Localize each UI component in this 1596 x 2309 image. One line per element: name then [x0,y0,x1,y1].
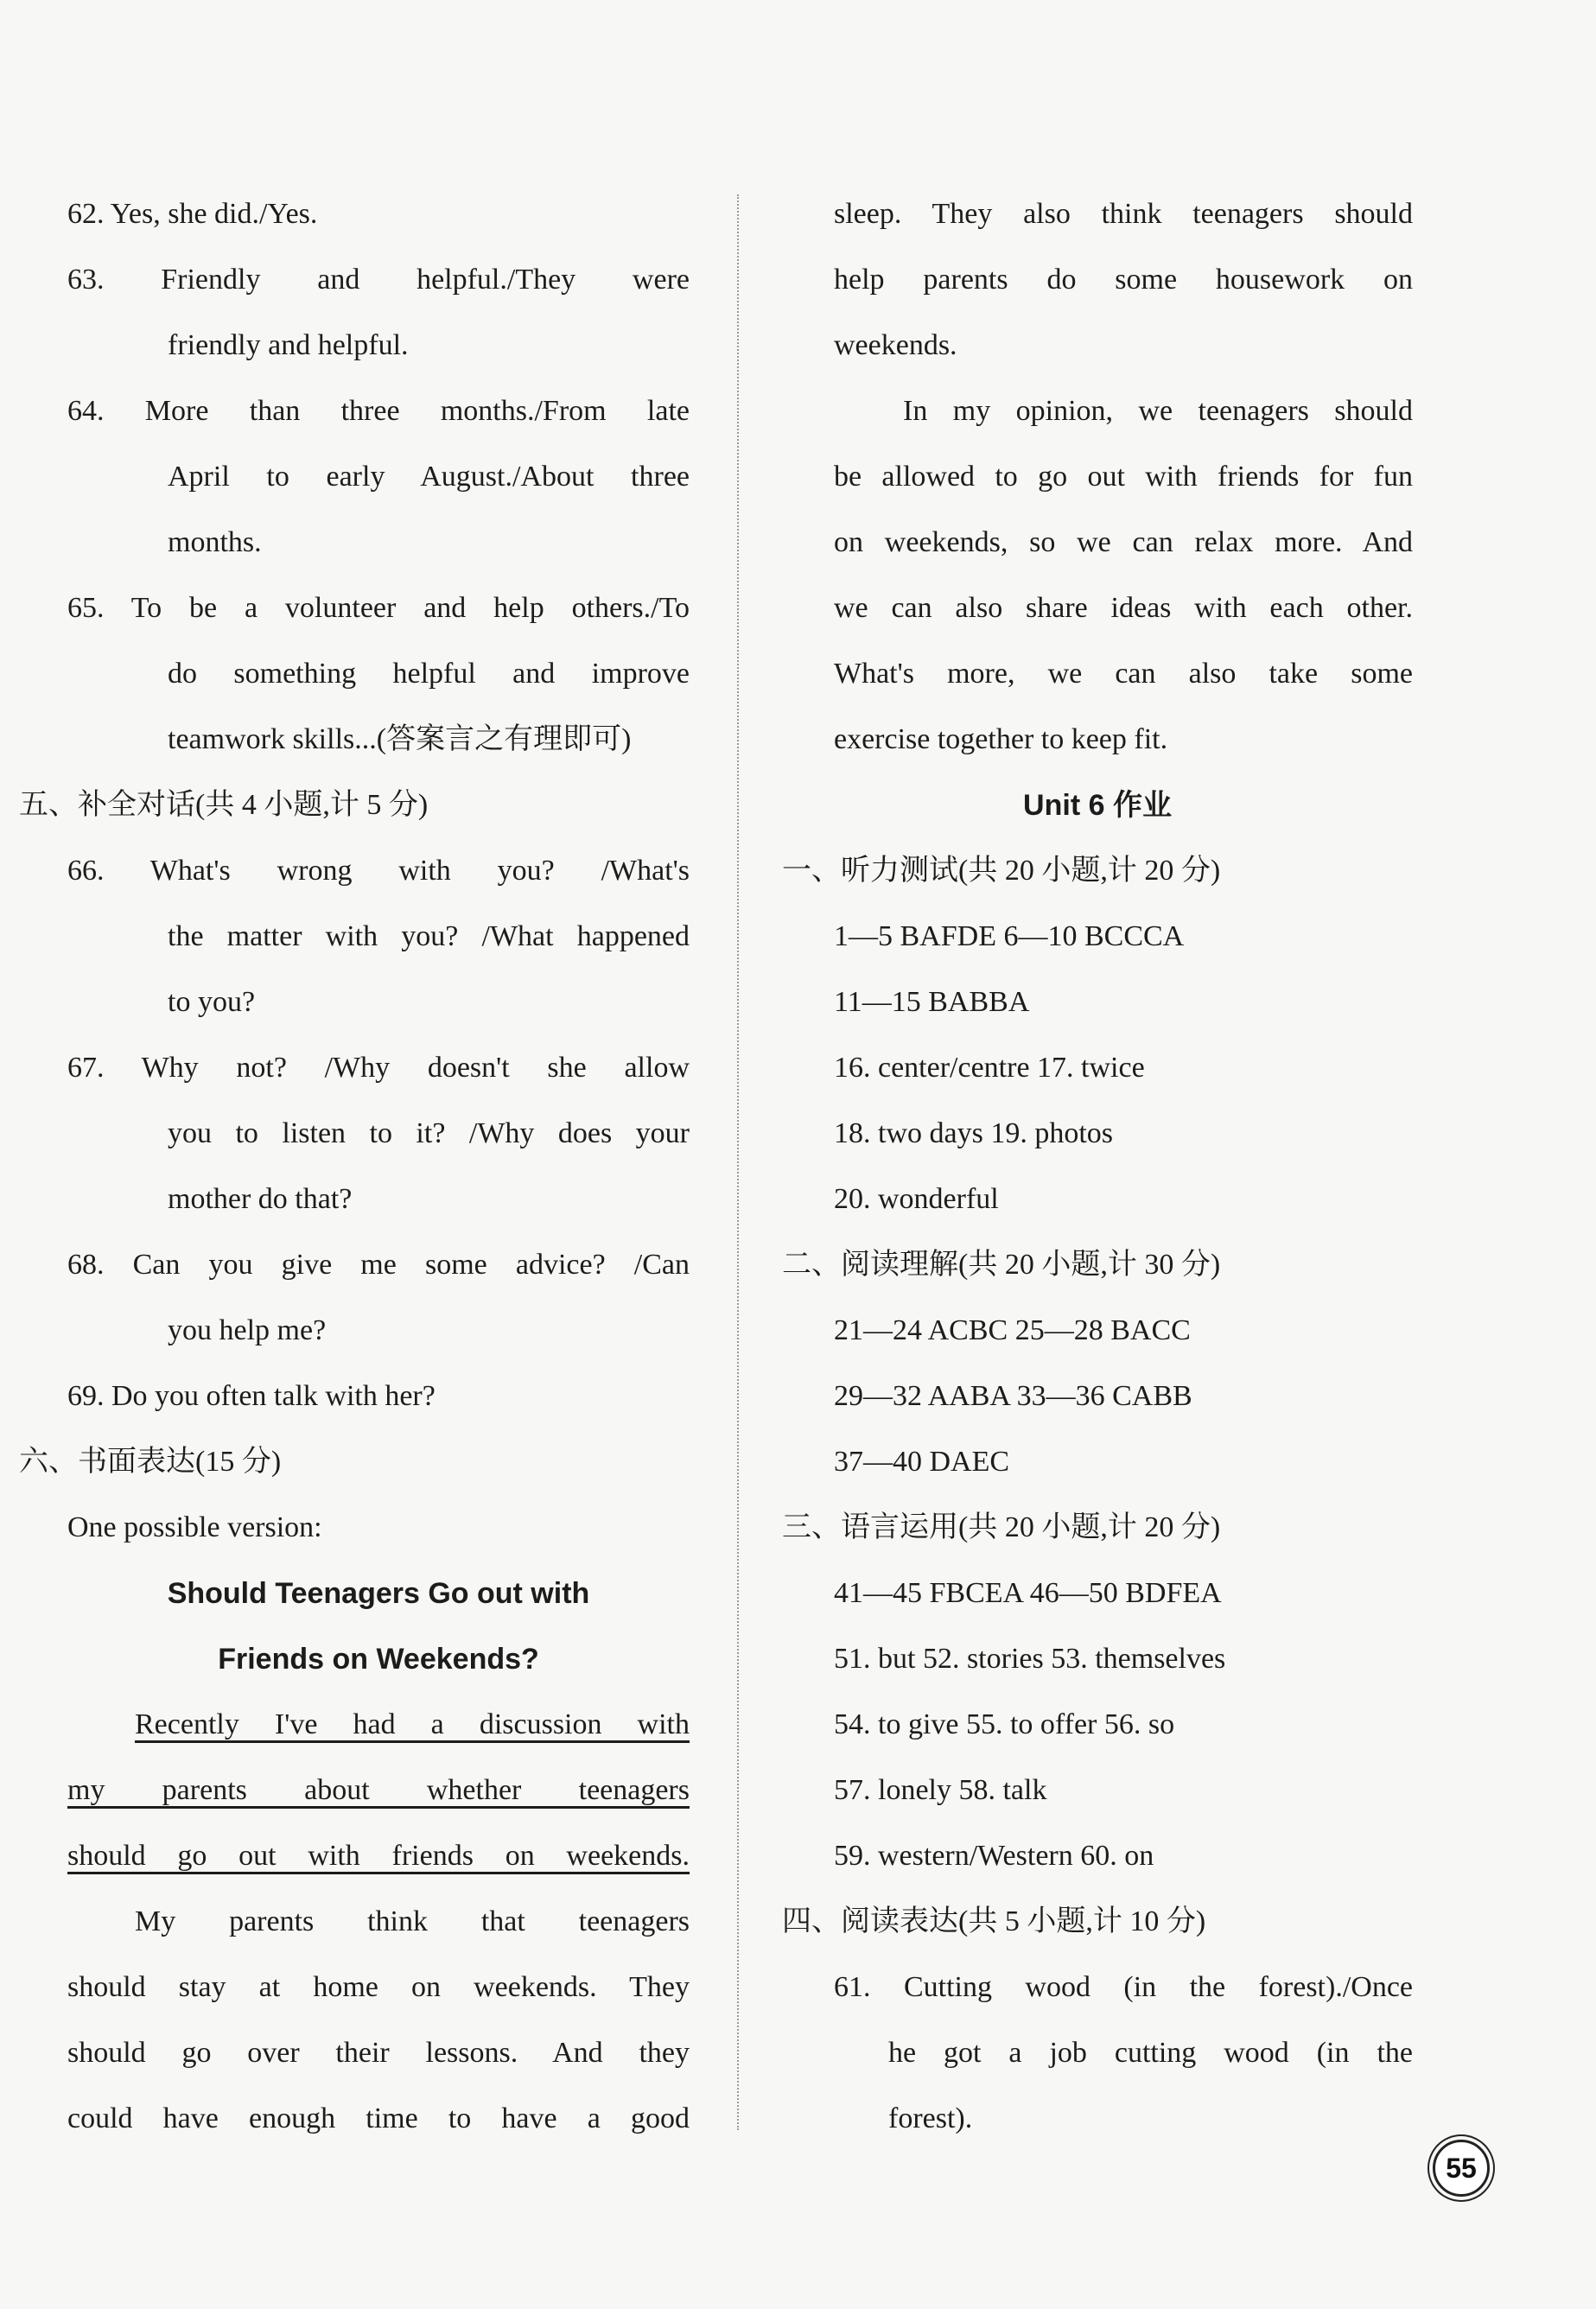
essay-para-3-end: exercise together to keep fit. [834,723,1168,755]
language-answers-5: 59. western/Western 60. on [834,1840,1154,1872]
unit-6-heading: Unit 6 作业 [1023,789,1172,822]
essay-para-3: In my opinion, we teenagers should [903,395,1413,427]
answer-68: 68. Can you give me some advice? /Can [67,1249,690,1281]
answer-66-cont2: to you? [168,986,256,1018]
answer-64-cont: April to early August./About three [168,461,690,493]
answer-67-cont: you to listen to it? /Why does your [168,1117,690,1149]
version-label: One possible version: [67,1511,322,1543]
language-answers-2: 51. but 52. stories 53. themselves [834,1643,1226,1675]
right-column [782,181,1413,2152]
answer-66-cont: the matter with you? /What happened [168,920,690,952]
section-language-heading: 三、语言运用(共 20 小题,计 20 分) [782,1511,1221,1543]
essay-para-2-cont4: sleep. They also think teenagers should [834,198,1413,230]
section-reading-heading: 二、阅读理解(共 20 小题,计 30 分) [782,1249,1221,1281]
answer-61: 61. Cutting wood (in the forest)./Once [834,1971,1413,2003]
essay-para-3-cont4: What's more, we can also take some [834,658,1413,690]
essay-para-1-cont: my parents about whether teenagers [67,1774,690,1806]
answer-62: 62. Yes, she did./Yes. [67,198,318,230]
answer-64: 64. More than three months./From late [67,395,690,427]
listening-answers-5: 20. wonderful [834,1183,999,1215]
section-expression-heading: 四、阅读表达(共 5 小题,计 10 分) [782,1905,1206,1937]
essay-para-2-cont: should stay at home on weekends. They [67,1971,690,2003]
answer-65-cont2: teamwork skills...(答案言之有理即可) [168,723,632,755]
answer-68-cont: you help me? [168,1314,327,1346]
language-answers-4: 57. lonely 58. talk [834,1774,1047,1806]
page-number: 55 [1433,2140,1490,2197]
section-6-heading: 六、书面表达(15 分) [19,1446,282,1478]
answer-61-cont: he got a job cutting wood (in the [888,2037,1413,2069]
essay-para-3-cont: be allowed to go out with friends for fun [834,461,1413,493]
listening-answers-2: 11—15 BABBA [834,986,1030,1018]
essay-para-3-cont2: on weekends, so we can relax more. And [834,526,1413,558]
essay-para-2-cont5: help parents do some housework on [834,264,1413,296]
listening-answers-3: 16. center/centre 17. twice [834,1052,1145,1084]
essay-para-2-cont2: should go over their lessons. And they [67,2037,690,2069]
essay-para-2: My parents think that teenagers [135,1905,690,1937]
answer-67-cont2: mother do that? [168,1183,353,1215]
answer-69: 69. Do you often talk with her? [67,1380,436,1412]
reading-answers-1: 21—24 ACBC 25—28 BACC [834,1314,1191,1346]
essay-para-3-cont3: we can also share ideas with each other. [834,592,1413,624]
essay-para-1: Recently I've had a discussion with [135,1708,690,1740]
left-column [19,181,690,2152]
answer-64-cont2: months. [168,526,262,558]
language-answers-3: 54. to give 55. to offer 56. so [834,1708,1175,1740]
essay-title: Should Teenagers Go out with [167,1577,590,1610]
column-divider [737,194,739,2130]
answer-61-cont2: forest). [888,2102,973,2134]
essay-para-2-cont3: could have enough time to have a good [67,2102,690,2134]
listening-answers-1: 1—5 BAFDE 6—10 BCCCA [834,920,1185,952]
reading-answers-3: 37—40 DAEC [834,1446,1010,1478]
language-answers-1: 41—45 FBCEA 46—50 BDFEA [834,1577,1222,1609]
answer-63: 63. Friendly and helpful./They were [67,264,690,296]
essay-title-cont: Friends on Weekends? [218,1643,539,1676]
essay-para-1-cont2: should go out with friends on weekends. [67,1840,690,1872]
listening-answers-4: 18. two days 19. photos [834,1117,1113,1149]
section-5-heading: 五、补全对话(共 4 小题,计 5 分) [19,789,429,821]
answer-63-cont: friendly and helpful. [168,329,409,361]
essay-para-2-end: weekends. [834,329,957,361]
answer-65: 65. To be a volunteer and help others./To [67,592,690,624]
answer-67: 67. Why not? /Why doesn't she allow [67,1052,690,1084]
section-listening-heading: 一、听力测试(共 20 小题,计 20 分) [782,855,1221,887]
reading-answers-2: 29—32 AABA 33—36 CABB [834,1380,1192,1412]
answer-65-cont: do something helpful and improve [168,658,690,690]
answer-66: 66. What's wrong with you? /What's [67,855,690,887]
